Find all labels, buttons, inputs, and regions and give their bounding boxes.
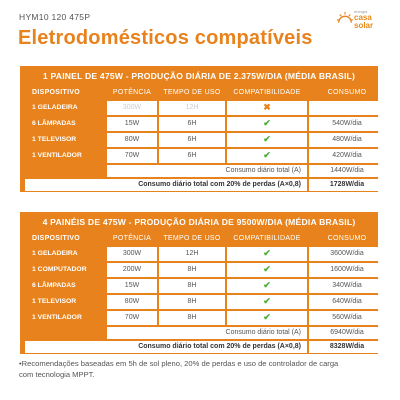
- table-2: [23, 231, 387, 355]
- check-icon: ✔: [263, 312, 271, 322]
- table-1-panel: [20, 66, 378, 192]
- losses-row: [25, 179, 385, 191]
- time-cell: 6H: [159, 133, 225, 147]
- cross-icon: ✖: [263, 102, 271, 112]
- time-cell: 8H: [159, 279, 225, 293]
- total-label: Consumo diário total (A): [107, 327, 307, 339]
- compat-cell: [227, 279, 307, 293]
- check-icon: ✔: [263, 118, 271, 128]
- check-icon: ✔: [263, 280, 271, 290]
- total-label: Consumo diário total (A): [107, 165, 307, 177]
- device-name: 1 TELEVISOR: [32, 298, 77, 305]
- check-icon: ✔: [263, 264, 271, 274]
- total-value: 6940W/dia: [309, 327, 385, 339]
- table-row: [25, 247, 385, 261]
- time-cell: 6H: [159, 149, 225, 163]
- compat-cell: [227, 247, 307, 261]
- device-name: 1 TELEVISOR: [32, 136, 77, 143]
- check-icon: ✔: [263, 134, 271, 144]
- col-header-time: TEMPO DE USO: [163, 89, 221, 96]
- logo-small-text: energia: [354, 9, 368, 14]
- power-cell: 80W: [107, 295, 157, 309]
- power-cell: 80W: [107, 133, 157, 147]
- table-header-row: [25, 87, 385, 99]
- power-cell: 15W: [107, 279, 157, 293]
- product-code: HYM10 120 475P: [19, 12, 91, 22]
- device-name: 1 GELADEIRA: [32, 104, 78, 111]
- consumption-cell: 540W/dia: [309, 117, 385, 131]
- losses-label: Consumo diário total com 20% de perdas (A×0,8): [25, 179, 307, 191]
- table-row: [25, 295, 385, 309]
- device-name: 1 VENTILADOR: [32, 314, 82, 321]
- power-cell: 200W: [107, 263, 157, 277]
- col-header-device: DISPOSITIVO: [32, 235, 81, 242]
- col-header-time: TEMPO DE USO: [163, 235, 221, 242]
- time-cell: 6H: [159, 117, 225, 131]
- col-header-power: POTÊNCIA: [112, 235, 152, 242]
- logo-word-1: casa: [354, 13, 372, 22]
- compat-cell: [227, 149, 307, 163]
- table-2-heading: 4 PAINÉIS DE 475W - PRODUÇÃO DIÁRIA DE 9500W/DIA (MÉDIA BRASIL): [42, 217, 356, 227]
- table-row: [25, 133, 385, 147]
- page-title: Eletrodomésticos compatíveis: [18, 27, 313, 49]
- col-header-device: DISPOSITIVO: [32, 89, 81, 96]
- compat-cell: [227, 101, 307, 115]
- losses-row: [25, 341, 385, 353]
- check-icon: ✔: [263, 150, 271, 160]
- compat-cell: [227, 295, 307, 309]
- logo-word-2: solar: [354, 21, 374, 30]
- table-header-row: [25, 233, 385, 245]
- power-cell: 300W: [107, 101, 157, 115]
- table-row: [25, 279, 385, 293]
- compat-cell: [227, 117, 307, 131]
- footnote: •Recomendações baseadas em 5h de sol pleno, 20% de perdas e uso de controlador de carga com tecnologia MPPT.: [19, 359, 339, 379]
- time-cell: 12H: [159, 247, 225, 261]
- col-header-consumption: CONSUMO: [327, 235, 367, 242]
- col-header-consumption: CONSUMO: [327, 89, 367, 96]
- power-cell: 70W: [107, 311, 157, 325]
- time-cell: 12H: [159, 101, 225, 115]
- table-1: [23, 85, 387, 193]
- consumption-cell: 1600W/dia: [309, 263, 385, 277]
- brand-logo: [336, 8, 388, 36]
- consumption-cell: 480W/dia: [309, 133, 385, 147]
- power-cell: 70W: [107, 149, 157, 163]
- total-row: [25, 327, 385, 339]
- device-name: 1 VENTILADOR: [32, 152, 82, 159]
- device-name: 6 LÂMPADAS: [32, 120, 76, 127]
- sun-icon: [336, 10, 354, 28]
- table-row: [25, 117, 385, 131]
- total-value: 1440W/dia: [309, 165, 385, 177]
- table-row: [25, 263, 385, 277]
- device-name: 1 COMPUTADOR: [32, 266, 87, 273]
- table-1-heading: 1 PAINEL DE 475W - PRODUÇÃO DIÁRIA DE 2.375W/DIA (MÉDIA BRASIL): [42, 71, 356, 81]
- table-2-panel: [20, 212, 378, 354]
- consumption-cell: [309, 101, 385, 115]
- table-row: [25, 149, 385, 163]
- table-row: [25, 311, 385, 325]
- check-icon: ✔: [263, 296, 271, 306]
- col-header-compat: COMPATIBILIDADE: [233, 89, 301, 96]
- table-row: [25, 101, 385, 115]
- consumption-cell: 340W/dia: [309, 279, 385, 293]
- losses-label: Consumo diário total com 20% de perdas (A×0,8): [25, 341, 307, 353]
- total-row: [25, 165, 385, 177]
- compat-cell: [227, 311, 307, 325]
- time-cell: 8H: [159, 295, 225, 309]
- losses-value: 1728W/dia: [309, 179, 385, 191]
- time-cell: 8H: [159, 311, 225, 325]
- consumption-cell: 640W/dia: [309, 295, 385, 309]
- compat-cell: [227, 133, 307, 147]
- consumption-cell: 420W/dia: [309, 149, 385, 163]
- consumption-cell: 560W/dia: [309, 311, 385, 325]
- time-cell: 8H: [159, 263, 225, 277]
- device-name: 1 GELADEIRA: [32, 250, 78, 257]
- power-cell: 300W: [107, 247, 157, 261]
- compat-cell: [227, 263, 307, 277]
- device-name: 6 LÂMPADAS: [32, 282, 76, 289]
- col-header-compat: COMPATIBILIDADE: [233, 235, 301, 242]
- consumption-cell: 3600W/dia: [309, 247, 385, 261]
- check-icon: ✔: [263, 248, 271, 258]
- losses-value: 8328W/dia: [309, 341, 385, 353]
- power-cell: 15W: [107, 117, 157, 131]
- col-header-power: POTÊNCIA: [112, 89, 152, 96]
